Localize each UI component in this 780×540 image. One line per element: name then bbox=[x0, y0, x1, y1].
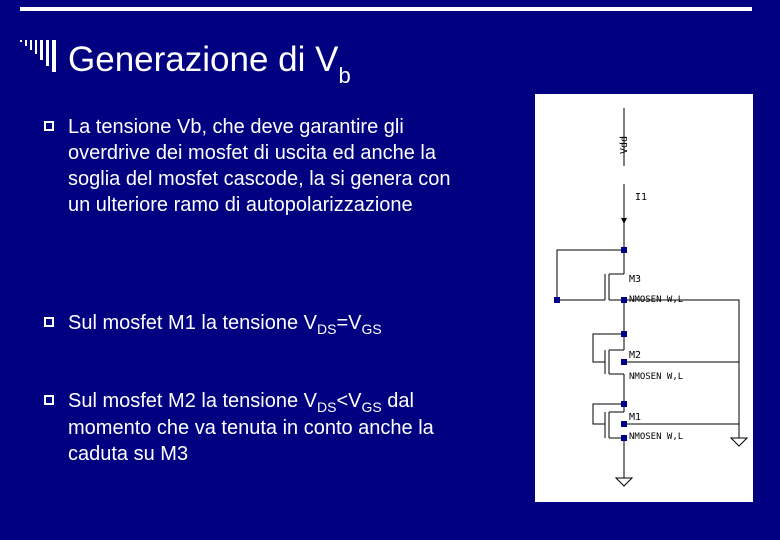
page-title bbox=[68, 38, 351, 86]
gate-drain-wire-left bbox=[557, 250, 624, 300]
bullet-2-sub-ds: DS bbox=[317, 321, 337, 337]
bulk-wire-right bbox=[624, 300, 739, 438]
m3-model-label: NMOSEN W,L bbox=[629, 295, 684, 305]
i1-label: I1 bbox=[635, 192, 648, 203]
bullet-3-sub-gs: GS bbox=[361, 399, 382, 415]
m1-label: M1 bbox=[629, 412, 642, 423]
node-dot bbox=[621, 331, 627, 337]
bullet-1 bbox=[44, 114, 454, 218]
node-dot bbox=[621, 435, 627, 441]
bullet-3-pre: Sul mosfet M2 la tensione V bbox=[68, 390, 318, 412]
node-dot bbox=[621, 359, 627, 365]
bullet-2-pre: Sul mosfet M1 la tensione V bbox=[68, 312, 318, 334]
schematic-drawing bbox=[535, 94, 753, 502]
ground-icon bbox=[616, 478, 632, 486]
bullet-2-sub-gs: GS bbox=[361, 321, 382, 337]
bullet-marker-icon bbox=[44, 395, 54, 405]
bullet-1-text: La tensione Vb, che deve garantire gli overdrive dei mosfet di uscita ed anche la soglia del mosfet cascode, la si genera con un ulteriore ramo di autopolarizzazione bbox=[68, 116, 451, 216]
bullet-3-text bbox=[68, 388, 444, 467]
bullet-2-mid: =V bbox=[336, 312, 362, 334]
vdd-label: Vdd bbox=[619, 135, 630, 154]
m1-model-label: NMOSEN W,L bbox=[629, 432, 684, 442]
title-main: Generazione di V bbox=[68, 40, 339, 79]
m2-label: M2 bbox=[629, 350, 642, 361]
bullet-3-sub-ds: DS bbox=[317, 399, 337, 415]
top-rule bbox=[20, 7, 752, 11]
node-dot bbox=[621, 247, 627, 253]
circuit-schematic bbox=[535, 94, 753, 502]
bullet-2-text bbox=[68, 310, 384, 337]
node-dot bbox=[554, 297, 560, 303]
bullet-marker-icon bbox=[44, 317, 54, 327]
node-dot bbox=[621, 401, 627, 407]
node-dot bbox=[621, 297, 627, 303]
m2-model-label: NMOSEN W,L bbox=[629, 372, 684, 382]
bullet-3-post: dal momento che va tenuta in conto anche la caduta su M3 bbox=[68, 390, 434, 465]
current-arrow-icon bbox=[621, 218, 627, 224]
bullet-3-mid: <V bbox=[336, 390, 362, 412]
node-dot bbox=[621, 421, 627, 427]
bullet-marker-icon bbox=[44, 121, 54, 131]
ground-icon bbox=[731, 438, 747, 446]
m3-label: M3 bbox=[629, 274, 642, 285]
title-subscript: b bbox=[338, 63, 351, 88]
bullet-2 bbox=[44, 310, 384, 337]
title-bars-icon bbox=[20, 36, 60, 72]
bullet-3 bbox=[44, 388, 444, 467]
